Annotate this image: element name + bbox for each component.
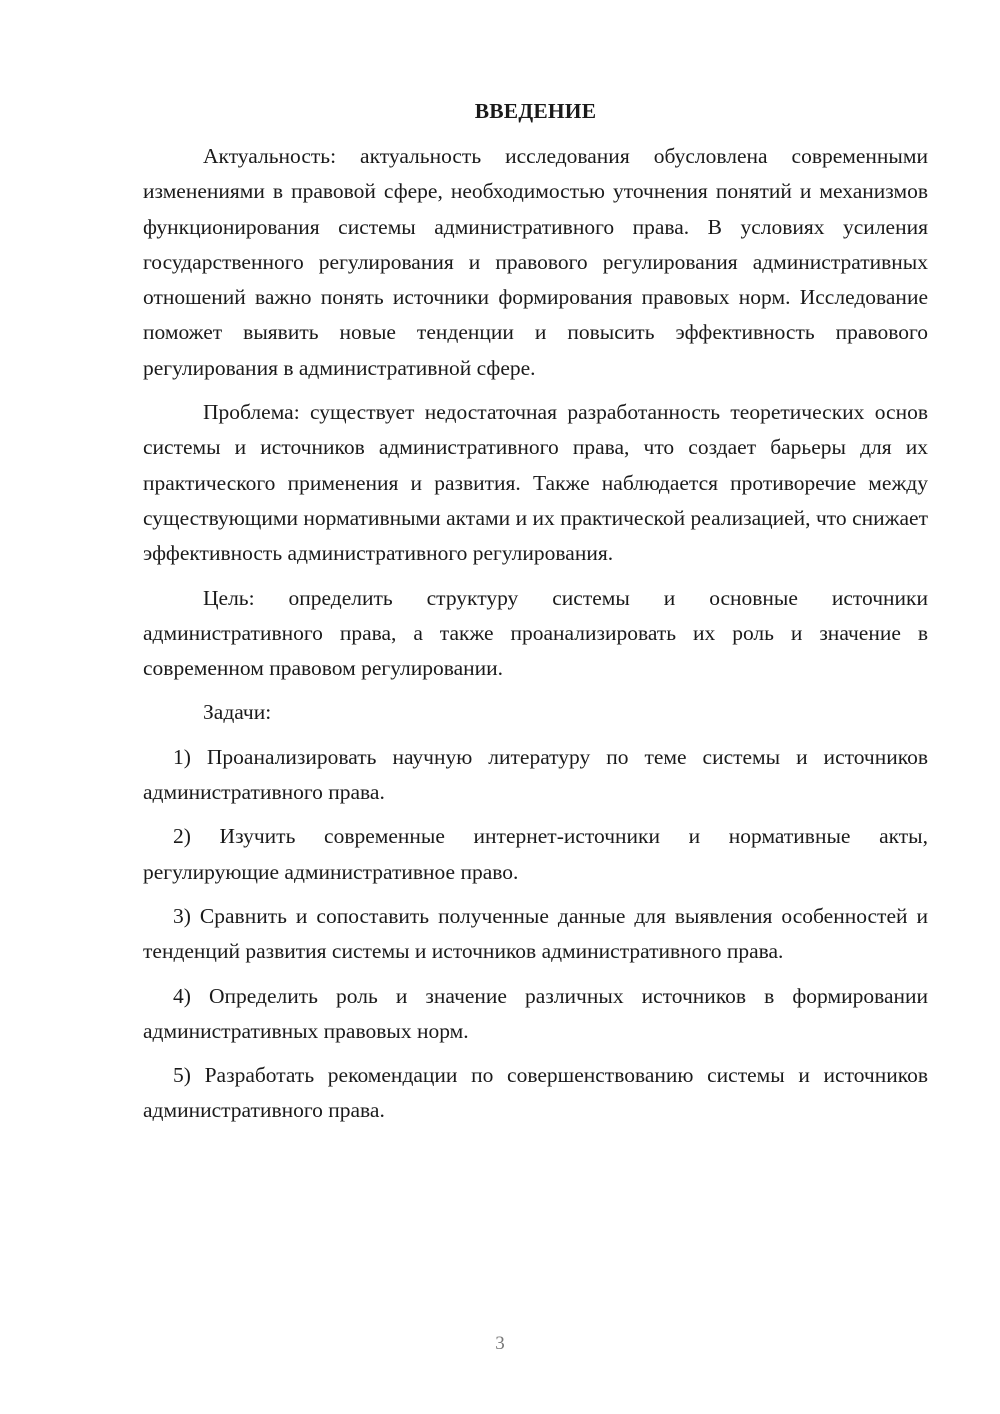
list-item: 1) Проанализировать научную литературу по теме системы и источников административного права. (143, 744, 928, 805)
goal-paragraph: Цель: определить структуру системы и основные источники административного права, а также проанализировать их роль и значение в современном правовом регулировании. (143, 585, 928, 681)
relevance-paragraph: Актуальность: актуальность исследования обусловлена современными изменениями в правовой сфере, необходимостью уточнения понятий и механизмов функционирования системы административного права. В условиях усиления государственного регулирования и правового регулирования административных отношений важно понять источники формирования правовых норм. Исследование поможет выявить новые тенденции и повысить эффективность правового регулирования в административной сфере. (143, 144, 928, 380)
problem-paragraph: Проблема: существует недостаточная разработанность теоретических основ системы и источников административного права, что создает барьеры для их практического применения и развития. Также наблюдается противоречие между существующими нормативными актами и их практической реализацией, что снижает эффективность административного регулирования. (143, 400, 928, 566)
tasks-list (143, 740, 928, 1129)
list-item: 4) Определить роль и значение различных источников в формировании административных правовых норм. (143, 983, 928, 1043)
page-number: 3 (495, 1333, 505, 1354)
list-item: 2) Изучить современные интернет-источники и нормативные акты, регулирующие административное право. (143, 824, 928, 884)
list-item: 3) Сравнить и сопоставить полученные данные для выявления особенностей и тенденций развития системы и источников административного права. (143, 903, 928, 964)
tasks-heading: Задачи: (203, 700, 272, 725)
page-title: ВВЕДЕНИЕ (474, 99, 597, 123)
list-item: 5) Разработать рекомендации по совершенствованию системы и источников административного права. (143, 1063, 928, 1123)
document-page (143, 96, 928, 1138)
